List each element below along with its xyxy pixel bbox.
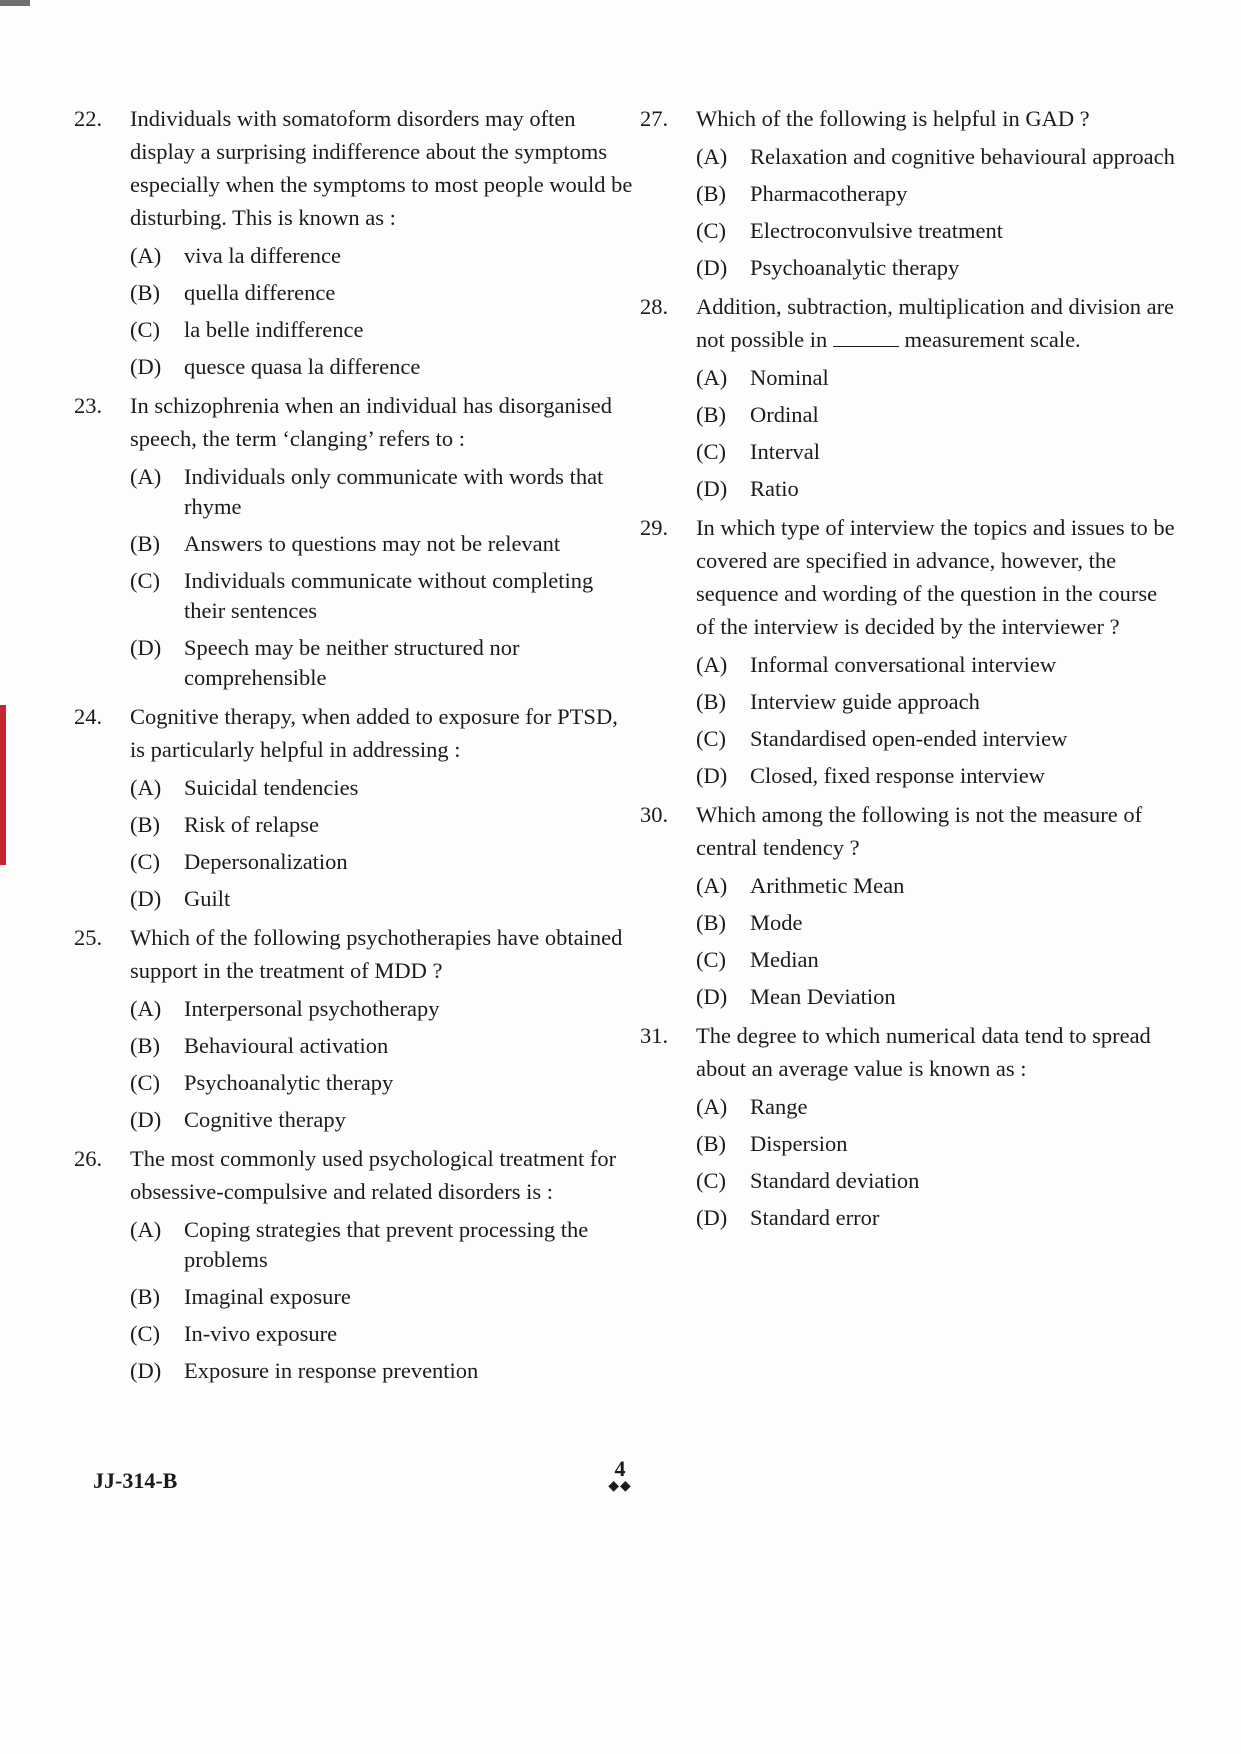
question-number: 28. bbox=[640, 294, 669, 319]
question-text: In which type of interview the topics and issues to be covered are specified in advance, however, the sequence and wording of the question in the course of the interview is decided by the interviewer ? bbox=[696, 515, 1175, 639]
scan-edge-mark bbox=[0, 0, 30, 6]
option-d: (D) Speech may be neither structured nor comprehensible bbox=[130, 635, 520, 690]
options-list bbox=[130, 462, 634, 693]
option-c: (C) Electroconvulsive treatment bbox=[696, 218, 1004, 243]
option-a: (A) viva la difference bbox=[130, 243, 341, 268]
option-b: (B) Answers to questions may not be relevant bbox=[130, 531, 561, 556]
question-22 bbox=[74, 102, 634, 382]
option-a: (A) Range bbox=[696, 1094, 808, 1119]
option-a: (A) Interpersonal psychotherapy bbox=[130, 996, 440, 1021]
option-a: (A) Suicidal tendencies bbox=[130, 775, 359, 800]
question-number: 30. bbox=[640, 802, 669, 827]
option-b: (B) Ordinal bbox=[696, 402, 819, 427]
option-a: (A) Nominal bbox=[696, 365, 829, 390]
option-b: (B) Interview guide approach bbox=[696, 689, 980, 714]
left-column bbox=[74, 102, 634, 1393]
options-list bbox=[130, 241, 634, 382]
options-list bbox=[130, 994, 634, 1135]
question-number: 31. bbox=[640, 1023, 669, 1048]
question-text: The degree to which numerical data tend to spread about an average value is known as : bbox=[696, 1023, 1151, 1081]
option-a: (A) Informal conversational interview bbox=[696, 652, 1057, 677]
option-a: (A) Individuals only communicate with words that rhyme bbox=[130, 464, 604, 519]
question-number: 23. bbox=[74, 393, 103, 418]
question-24 bbox=[74, 700, 634, 914]
option-c: (C) Interval bbox=[696, 439, 820, 464]
question-28 bbox=[640, 290, 1180, 504]
question-29 bbox=[640, 511, 1180, 791]
question-text-before-blank: Addition, subtraction, multiplication and division are not possible in bbox=[696, 294, 1175, 352]
option-b: (B) Dispersion bbox=[696, 1131, 848, 1156]
option-c: (C) Individuals communicate without completing their sentences bbox=[130, 568, 594, 623]
page-number: 4 bbox=[614, 1456, 626, 1481]
question-25 bbox=[74, 921, 634, 1135]
option-c: (C) Psychoanalytic therapy bbox=[130, 1070, 394, 1095]
question-27 bbox=[640, 102, 1180, 283]
option-c: (C) In-vivo exposure bbox=[130, 1321, 338, 1346]
option-d: (D) Psychoanalytic therapy bbox=[696, 255, 960, 280]
question-26 bbox=[74, 1142, 634, 1386]
option-c: (C) Depersonalization bbox=[130, 849, 348, 874]
options-list bbox=[696, 1092, 1180, 1233]
options-list bbox=[696, 363, 1180, 504]
option-d: (D) Cognitive therapy bbox=[130, 1107, 346, 1132]
options-list bbox=[696, 871, 1180, 1012]
question-number: 24. bbox=[74, 704, 103, 729]
question-text: Cognitive therapy, when added to exposure for PTSD, is particularly helpful in addressing : bbox=[130, 704, 618, 762]
options-list bbox=[696, 142, 1180, 283]
fill-in-blank bbox=[833, 328, 899, 347]
option-a: (A) Coping strategies that prevent processing the problems bbox=[130, 1217, 589, 1272]
option-b: (B) Mode bbox=[696, 910, 803, 935]
question-text: Which among the following is not the measure of central tendency ? bbox=[696, 802, 1143, 860]
option-b: (B) Pharmacotherapy bbox=[696, 181, 908, 206]
question-text-after-blank: measurement scale. bbox=[904, 327, 1081, 352]
question-number: 22. bbox=[74, 106, 103, 131]
option-a: (A) Arithmetic Mean bbox=[696, 873, 905, 898]
question-text: Which of the following is helpful in GAD ? bbox=[696, 106, 1090, 131]
option-d: (D) Standard error bbox=[696, 1205, 880, 1230]
page-number-block bbox=[600, 1458, 640, 1494]
paper-code: JJ-314-B bbox=[93, 1468, 178, 1493]
question-text: The most commonly used psychological treatment for obsessive-compulsive and related disorders is : bbox=[130, 1146, 617, 1204]
question-number: 29. bbox=[640, 515, 669, 540]
option-b: (B) Imaginal exposure bbox=[130, 1284, 351, 1309]
question-number: 26. bbox=[74, 1146, 103, 1171]
option-c: (C) la belle indifference bbox=[130, 317, 364, 342]
option-b: (B) Behavioural activation bbox=[130, 1033, 389, 1058]
options-list bbox=[130, 773, 634, 914]
options-list bbox=[130, 1215, 634, 1386]
option-b: (B) Risk of relapse bbox=[130, 812, 319, 837]
option-a: (A) Relaxation and cognitive behavioural approach bbox=[696, 144, 1175, 169]
option-c: (C) Standardised open-ended interview bbox=[696, 726, 1068, 751]
option-d: (D) quesce quasa la difference bbox=[130, 354, 421, 379]
question-number: 27. bbox=[640, 106, 669, 131]
option-b: (B) quella difference bbox=[130, 280, 336, 305]
question-text: Individuals with somatoform disorders may often display a surprising indifference about the symptoms especially when the symptoms to most people would be disturbing. This is known as : bbox=[130, 106, 633, 230]
right-column bbox=[640, 102, 1180, 1240]
option-d: (D) Guilt bbox=[130, 886, 231, 911]
option-d: (D) Exposure in response prevention bbox=[130, 1358, 479, 1383]
diamond-marks-icon: ◆◆ bbox=[608, 1479, 632, 1494]
question-23 bbox=[74, 389, 634, 693]
question-30 bbox=[640, 798, 1180, 1012]
question-number: 25. bbox=[74, 925, 103, 950]
options-list bbox=[696, 650, 1180, 791]
question-text: In schizophrenia when an individual has disorganised speech, the term ‘clanging’ refers to : bbox=[130, 393, 612, 451]
option-d: (D) Closed, fixed response interview bbox=[696, 763, 1045, 788]
option-c: (C) Median bbox=[696, 947, 819, 972]
question-31 bbox=[640, 1019, 1180, 1233]
option-d: (D) Mean Deviation bbox=[696, 984, 896, 1009]
question-text: Which of the following psychotherapies have obtained support in the treatment of MDD ? bbox=[130, 925, 623, 983]
binding-edge-mark bbox=[0, 705, 6, 865]
option-d: (D) Ratio bbox=[696, 476, 799, 501]
option-c: (C) Standard deviation bbox=[696, 1168, 920, 1193]
question-text bbox=[696, 290, 1180, 356]
